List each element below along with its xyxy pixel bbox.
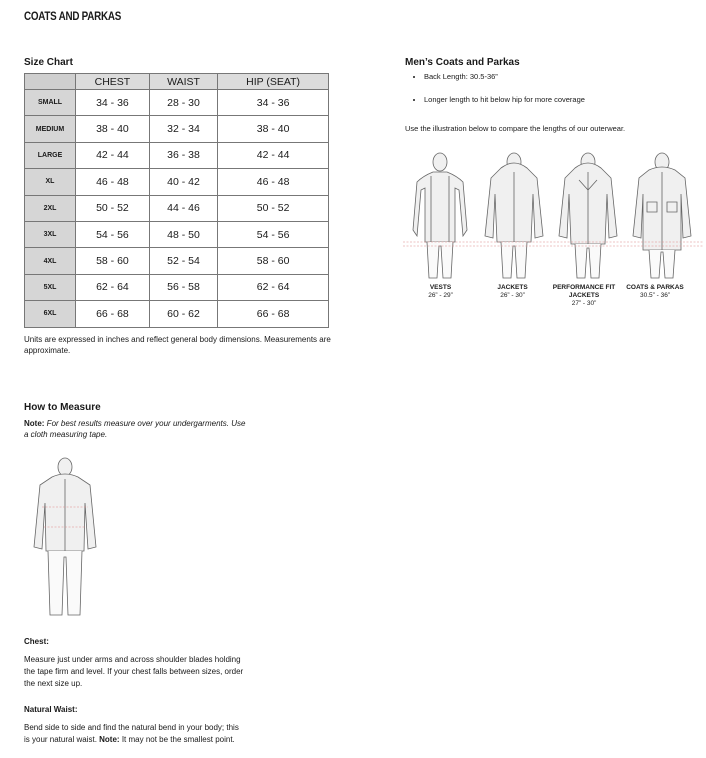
waist-text-1: Bend side to side and find the natural bend in your body; this is your natural waist. xyxy=(24,723,239,744)
size-label: XL xyxy=(25,169,76,195)
jackets-range: 26” - 30” xyxy=(500,292,525,299)
hip-value: 58 - 60 xyxy=(218,248,329,274)
hip-value: 54 - 56 xyxy=(218,221,329,247)
note-label: Note: xyxy=(24,419,45,428)
size-label: 4XL xyxy=(25,248,76,274)
size-label: 2XL xyxy=(25,195,76,221)
size-chart-note: Units are expressed in inches and reflect general body dimensions. Measurements are approximate. xyxy=(24,335,331,355)
waist-value: 60 - 62 xyxy=(149,301,217,327)
waist-value: 44 - 46 xyxy=(149,195,217,221)
size-chart-table xyxy=(24,73,329,328)
note-text: For best results measure over your undergarments. Use a cloth measuring tape. xyxy=(24,419,246,439)
chest-value: 54 - 56 xyxy=(76,221,150,247)
table-row xyxy=(25,195,329,221)
waist-note-label: Note: xyxy=(99,735,120,744)
table-header-row xyxy=(25,74,329,90)
hip-value: 50 - 52 xyxy=(218,195,329,221)
how-to-measure-note xyxy=(24,418,249,440)
coat-parka-figure-icon xyxy=(633,153,691,278)
performance-jacket-figure-icon xyxy=(559,153,617,278)
waist-value: 36 - 38 xyxy=(149,142,217,168)
page-title: COATS AND PARKAS xyxy=(24,9,122,23)
vests-range: 26” - 29” xyxy=(428,292,453,299)
chest-label: Chest: xyxy=(24,637,49,646)
illustration-note: Use the illustration below to compare the lengths of our outerwear. xyxy=(405,124,626,133)
vests-label: VESTS xyxy=(429,284,452,291)
table-row xyxy=(25,248,329,274)
hip-value: 42 - 44 xyxy=(218,142,329,168)
chest-value: 66 - 68 xyxy=(76,301,150,327)
waist-value: 52 - 54 xyxy=(149,248,217,274)
chest-value: 62 - 64 xyxy=(76,274,150,300)
header-waist: WAIST xyxy=(149,74,217,90)
outerwear-figures-illustration xyxy=(403,150,703,280)
bullet-longer-length: • Longer length to hit below hip for more coverage xyxy=(424,95,585,104)
size-label: LARGE xyxy=(25,142,76,168)
table-row xyxy=(25,142,329,168)
table-row xyxy=(25,90,329,116)
table-row xyxy=(25,116,329,142)
chest-value: 50 - 52 xyxy=(76,195,150,221)
chest-value: 38 - 40 xyxy=(76,116,150,142)
chest-value: 42 - 44 xyxy=(76,142,150,168)
performance-fit-range: 27” - 30” xyxy=(571,300,597,307)
table-row xyxy=(25,221,329,247)
chest-instructions: Measure just under arms and across shoulder blades holding the tape firm and level. If your chest falls between sizes, order the next size up. xyxy=(24,655,244,688)
measure-figure-illustration xyxy=(30,455,100,620)
header-blank-cell xyxy=(25,74,76,90)
hip-value: 62 - 64 xyxy=(218,274,329,300)
waist-text-2: It may not be the smallest point. xyxy=(119,735,235,744)
size-label: 3XL xyxy=(25,221,76,247)
table-row xyxy=(25,274,329,300)
size-label: 6XL xyxy=(25,301,76,327)
waist-value: 28 - 30 xyxy=(149,90,217,116)
size-label: 5XL xyxy=(25,274,76,300)
waist-value: 40 - 42 xyxy=(149,169,217,195)
header-chest: CHEST xyxy=(76,74,150,90)
how-to-measure-title: How to Measure xyxy=(24,402,101,413)
hip-value: 46 - 48 xyxy=(218,169,329,195)
hip-value: 34 - 36 xyxy=(218,90,329,116)
waist-value: 56 - 58 xyxy=(149,274,217,300)
size-label: SMALL xyxy=(25,90,76,116)
waist-value: 48 - 50 xyxy=(149,221,217,247)
performance-fit-label-2: JACKETS xyxy=(568,292,600,299)
jackets-label: JACKETS xyxy=(497,284,528,291)
waist-value: 32 - 34 xyxy=(149,116,217,142)
coats-parkas-range: 30.5” - 36” xyxy=(640,292,670,299)
bullet-back-length: • Back Length: 30.5-36” xyxy=(424,72,585,81)
chest-value: 34 - 36 xyxy=(76,90,150,116)
size-label: MEDIUM xyxy=(25,116,76,142)
mens-coats-bullets xyxy=(414,72,585,118)
chest-value: 58 - 60 xyxy=(76,248,150,274)
mens-coats-title: Men’s Coats and Parkas xyxy=(405,57,520,68)
jacket-figure-icon xyxy=(485,153,543,278)
vest-figure-icon xyxy=(413,153,467,278)
table-row xyxy=(25,301,329,327)
natural-waist-label: Natural Waist: xyxy=(24,705,78,714)
chest-value: 46 - 48 xyxy=(76,169,150,195)
coats-parkas-label: COATS & PARKAS xyxy=(626,284,684,291)
hip-value: 66 - 68 xyxy=(218,301,329,327)
performance-fit-label: PERFORMANCE FIT xyxy=(552,284,616,291)
natural-waist-instructions xyxy=(24,722,244,746)
hip-value: 38 - 40 xyxy=(218,116,329,142)
header-hip: HIP (SEAT) xyxy=(218,74,329,90)
size-chart-title: Size Chart xyxy=(24,57,73,68)
table-row xyxy=(25,169,329,195)
